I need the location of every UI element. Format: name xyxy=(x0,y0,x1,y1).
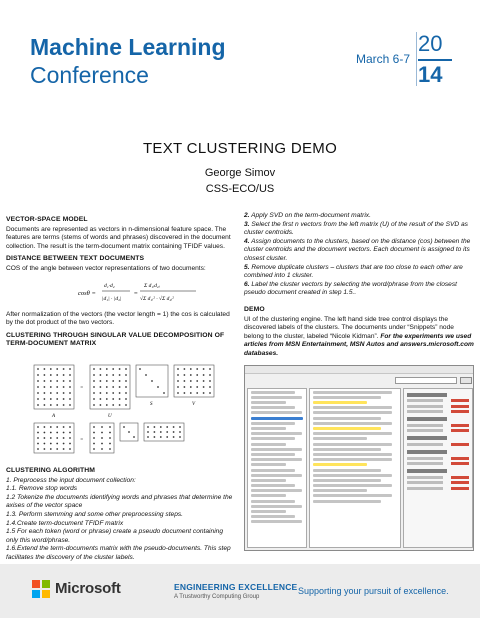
conference-subtitle: Conference xyxy=(30,62,149,88)
poster-author: George Simov xyxy=(204,167,276,179)
matrix-v-cell xyxy=(184,392,186,394)
matrix-u-k-cell xyxy=(109,448,111,450)
demo-heading: DEMO xyxy=(244,305,265,313)
matrix-v-k xyxy=(144,423,184,441)
matrix-a-k-cell xyxy=(37,437,39,439)
matrix-v-k-cell xyxy=(173,436,175,438)
matrix-u-k-cell xyxy=(109,437,111,439)
matrix-u-cell xyxy=(119,404,121,406)
matrix-a-k-cell xyxy=(56,426,58,428)
matrix-s-k-cell xyxy=(128,431,130,433)
matrix-a-k-cell xyxy=(56,448,58,450)
matrix-v-cell xyxy=(203,374,205,376)
matrix-a-cell xyxy=(37,380,39,382)
matrix-u-cell xyxy=(112,404,114,406)
formula-num2: Σ d₁ᵢd₂ᵢ xyxy=(144,282,160,289)
matrix-a-cell xyxy=(44,398,46,400)
matrix-s-cell xyxy=(145,374,147,376)
matrix-a-cell xyxy=(37,368,39,370)
algorithm-steps-continued xyxy=(244,212,474,298)
matrix-v-k-cell xyxy=(160,426,162,428)
matrix-a-cell xyxy=(63,368,65,370)
matrix-v-cell xyxy=(196,386,198,388)
matrix-v-cell xyxy=(196,368,198,370)
matrix-u-cell xyxy=(106,380,108,382)
matrix-a-cell xyxy=(63,374,65,376)
matrix-u-cell xyxy=(100,404,102,406)
matrix-v-cell xyxy=(196,380,198,382)
matrix-s-cell xyxy=(163,392,165,394)
matrix-a-cell xyxy=(56,368,58,370)
algorithm-step: 1.1. Remove stop words xyxy=(6,485,78,493)
matrix-u-k-cell xyxy=(93,432,95,434)
matrix-a-cell xyxy=(44,368,46,370)
matrix-u xyxy=(90,365,130,409)
matrix-a-k-cell xyxy=(44,432,46,434)
algorithm-step: 1.6.Extend the term-documents matrix with the pseudo-documents. This step facilitates the discovery of the cluster labels. xyxy=(6,545,231,561)
year-divider xyxy=(416,32,417,86)
matrix-a-cell xyxy=(44,392,46,394)
matrix-a-cell xyxy=(63,392,65,394)
matrix-a-cell xyxy=(69,398,71,400)
matrix-v-k-cell xyxy=(160,436,162,438)
matrix-a-cell xyxy=(63,386,65,388)
matrix-a-k-cell xyxy=(69,443,71,445)
poster-title: TEXT CLUSTERING DEMO xyxy=(142,140,338,157)
matrix-u-k-cell xyxy=(101,432,103,434)
year-bottom: 14 xyxy=(418,62,443,87)
matrix-u-k-cell xyxy=(101,426,103,428)
matrix-u-cell xyxy=(93,374,95,376)
matrix-a-cell xyxy=(56,374,58,376)
matrix-a-k-cell xyxy=(50,437,52,439)
matrix-v-k-cell xyxy=(160,431,162,433)
matrix-v-k-cell xyxy=(147,431,149,433)
matrix-a-cell xyxy=(56,380,58,382)
matrix-u-cell xyxy=(100,380,102,382)
matrix-u-cell xyxy=(119,386,121,388)
matrix-a-cell xyxy=(69,368,71,370)
matrix-u-k-cell xyxy=(93,443,95,445)
algorithm-step: 3. Select the first n vectors from the left matrix (U) of the result of the SVD as cluster centroids. xyxy=(244,220,468,237)
matrix-u-cell xyxy=(106,392,108,394)
matrix-a-k-cell xyxy=(63,448,65,450)
matrix-u-cell xyxy=(106,398,108,400)
matrix-u-k-cell xyxy=(93,448,95,450)
matrix-a-cell xyxy=(50,404,52,406)
matrix-v-k-cell xyxy=(166,436,168,438)
matrix-v-k-cell xyxy=(147,426,149,428)
matrix-u-k-cell xyxy=(101,437,103,439)
matrix-a-k-cell xyxy=(44,426,46,428)
matrix-a xyxy=(34,365,74,409)
matrix-a-k-cell xyxy=(69,437,71,439)
algorithm-step: 1.5 For each token (word or phrase) create a pseudo document containing only this word/phrase. xyxy=(6,528,223,544)
matrix-a-k-cell xyxy=(50,426,52,428)
matrix-a-k-cell xyxy=(69,426,71,428)
matrix-a-cell xyxy=(63,398,65,400)
matrix-v-k-cell xyxy=(179,436,181,438)
matrix-a-cell xyxy=(44,404,46,406)
algorithm-step: 1.3. Perform stemming and some other preprocessing steps. xyxy=(6,510,184,518)
matrix-a-cell xyxy=(37,404,39,406)
matrix-v xyxy=(174,365,214,397)
matrix-u-cell xyxy=(125,386,127,388)
footer xyxy=(0,564,480,618)
matrix-a-cell xyxy=(50,392,52,394)
matrix-a-cell xyxy=(50,368,52,370)
ui-search-box xyxy=(395,377,457,384)
matrix-a-k-cell xyxy=(44,448,46,450)
matrix-v-cell xyxy=(196,374,198,376)
matrix-a-cell xyxy=(56,386,58,388)
matrix-v-k-cell xyxy=(166,431,168,433)
matrix-a-k-cell xyxy=(69,432,71,434)
cosine-formula xyxy=(78,277,188,307)
matrix-u-cell xyxy=(112,380,114,382)
formula-den1: |d₁| · |d₂| xyxy=(102,295,122,302)
matrix-v-cell xyxy=(190,386,192,388)
matrix-v-cell xyxy=(209,368,211,370)
matrix-a-k-cell xyxy=(63,443,65,445)
year-top: 20 xyxy=(418,31,443,56)
microsoft-brand: Microsoft xyxy=(55,580,121,597)
matrix-s-cell xyxy=(139,368,141,370)
matrix-u-cell xyxy=(125,404,127,406)
matrix-v-cell xyxy=(184,380,186,382)
matrix-a-cell xyxy=(69,380,71,382)
matrix-u-cell xyxy=(112,374,114,376)
matrix-u-cell xyxy=(100,368,102,370)
matrix-u-cell xyxy=(106,368,108,370)
matrix-a-cell xyxy=(37,398,39,400)
left-column xyxy=(6,212,236,562)
matrix-u-k-cell xyxy=(109,426,111,428)
matrix-u-cell xyxy=(112,398,114,400)
matrix-a-k-cell xyxy=(50,432,52,434)
matrix-label-s: S xyxy=(150,401,153,407)
matrix-v-cell xyxy=(203,386,205,388)
matrix-label-u: U xyxy=(108,413,112,419)
algorithm-step: 1.2 Tokenize the documents identifying words and phrases that determine the axises of the vector space xyxy=(6,493,233,510)
matrix-v-k-cell xyxy=(154,436,156,438)
matrix-a-cell xyxy=(69,374,71,376)
matrix-a-cell xyxy=(37,386,39,388)
matrix-u-cell xyxy=(112,386,114,388)
matrix-a-cell xyxy=(69,404,71,406)
algorithm-step: 2. Apply SVD on the term-document matrix. xyxy=(244,212,371,219)
matrix-a-k xyxy=(34,423,74,453)
matrix-a-cell xyxy=(44,380,46,382)
matrix-v-k-cell xyxy=(154,426,156,428)
matrix-u-cell xyxy=(106,386,108,388)
matrix-equals: = xyxy=(80,385,84,391)
matrix-v-k-cell xyxy=(173,426,175,428)
algorithm-step: 5. Remove duplicate clusters – clusters that are too close to each other are combined into 1 cluster. xyxy=(244,263,463,280)
matrix-a-cell xyxy=(37,392,39,394)
matrix-a-cell xyxy=(56,404,58,406)
matrix-a-cell xyxy=(50,380,52,382)
matrix-a-cell xyxy=(50,398,52,400)
matrix-a-k-cell xyxy=(37,432,39,434)
matrix-u-k-cell xyxy=(109,443,111,445)
poster-org: CSS-ECO/US xyxy=(205,183,275,195)
matrix-a-cell xyxy=(37,374,39,376)
matrix-u-cell xyxy=(125,380,127,382)
matrix-a-k-cell xyxy=(56,443,58,445)
svd-heading: CLUSTERING THROUGH SINGULAR VALUE DECOMPOSITION OF TERM-DOCUMENT MATRIX xyxy=(6,331,225,348)
matrix-v-cell xyxy=(203,368,205,370)
matrix-a-cell xyxy=(63,404,65,406)
engineering-excellence-title: ENGINEERING EXCELLENCE xyxy=(174,582,298,592)
clustering-ui-screenshot xyxy=(244,365,474,551)
ui-config-panel xyxy=(403,388,473,548)
matrix-v-cell xyxy=(184,386,186,388)
matrix-v-cell xyxy=(196,392,198,394)
formula-num1: d₁·d₂ xyxy=(104,282,115,289)
matrix-v-cell xyxy=(177,374,179,376)
matrix-s-k-cell xyxy=(123,426,125,428)
matrix-u-k-cell xyxy=(93,426,95,428)
matrix-v-cell xyxy=(190,380,192,382)
matrix-s-k-cell xyxy=(133,436,135,438)
matrix-v-cell xyxy=(177,368,179,370)
matrix-label-v: V xyxy=(192,401,196,407)
matrix-v-cell xyxy=(209,374,211,376)
matrix-a-k-cell xyxy=(44,437,46,439)
matrix-s-cell xyxy=(157,386,159,388)
matrix-u-cell xyxy=(119,368,121,370)
vsm-heading: VECTOR-SPACE MODEL xyxy=(6,216,88,223)
matrix-u-cell xyxy=(93,380,95,382)
matrix-v-k-cell xyxy=(179,426,181,428)
matrix-v-k-cell xyxy=(173,431,175,433)
formula-lhs: cosθ = xyxy=(78,289,96,297)
conference-date: March 6-7 xyxy=(356,52,411,66)
matrix-v-cell xyxy=(177,386,179,388)
matrix-a-cell xyxy=(44,386,46,388)
matrix-u-cell xyxy=(100,392,102,394)
algorithm-steps xyxy=(6,477,236,563)
matrix-v-k-cell xyxy=(147,436,149,438)
matrix-u-k-cell xyxy=(101,448,103,450)
matrix-u-cell xyxy=(125,398,127,400)
matrix-a-cell xyxy=(50,374,52,376)
matrix-a-k-cell xyxy=(50,443,52,445)
matrix-a-cell xyxy=(44,374,46,376)
matrix-a-k-cell xyxy=(37,443,39,445)
algorithm-step: 1. Preprocess the input document collection: xyxy=(6,476,136,484)
matrix-a-k-cell xyxy=(37,426,39,428)
matrix-u-cell xyxy=(119,380,121,382)
matrix-v-k-cell xyxy=(166,426,168,428)
matrix-v-cell xyxy=(177,392,179,394)
matrix-v-cell xyxy=(190,392,192,394)
matrix-v-cell xyxy=(190,374,192,376)
matrix-u-k-cell xyxy=(109,432,111,434)
matrix-u-cell xyxy=(100,386,102,388)
matrix-v-k-cell xyxy=(154,431,156,433)
matrix-v-cell xyxy=(184,374,186,376)
matrix-v-k-cell xyxy=(179,431,181,433)
matrix-a-k-cell xyxy=(69,448,71,450)
matrix-u-cell xyxy=(119,374,121,376)
conference-year xyxy=(418,32,458,87)
ui-topbar xyxy=(247,376,473,386)
matrix-u-k-cell xyxy=(101,443,103,445)
matrix-a-k-cell xyxy=(44,443,46,445)
matrix-u-cell xyxy=(119,392,121,394)
algorithm-heading: CLUSTERING ALGORITHM xyxy=(6,466,95,474)
formula-den2: √Σ d₁ᵢ² · √Σ d₂ᵢ² xyxy=(140,295,174,302)
matrix-a-cell xyxy=(69,386,71,388)
ui-menubar xyxy=(245,366,473,374)
matrix-u-cell xyxy=(106,374,108,376)
right-column xyxy=(244,212,474,551)
matrix-a-k-cell xyxy=(50,448,52,450)
matrix-a-k-cell xyxy=(63,426,65,428)
matrix-u-cell xyxy=(93,398,95,400)
algorithm-step: 4. Assign documents to the clusters, based on the distance (cos) between the cluster centroids and the document vectors. Each document is assigned to its closest cluster. xyxy=(244,237,471,262)
demo-text: UI of the clustering engine. The left hand side tree control displays the discovered labels of the clusters. The documents under “Snippets” node belong to the cluster, labeled “Nicole Kidman”. For the experiments we used articles from MSN Entertainment, MSN Autos and answers.microsoft.com databases. xyxy=(244,315,474,357)
matrix-u-cell xyxy=(106,404,108,406)
matrix-u-cell xyxy=(100,374,102,376)
matrix-a-k-cell xyxy=(56,437,58,439)
algorithm-step: 6. Label the cluster vectors by selecting the word/phrase from the closest pseudo document created in step 1.5.. xyxy=(244,280,457,297)
algorithm-step: 1.4.Create term-document TFIDF matrix xyxy=(6,519,124,527)
microsoft-logo-icon xyxy=(32,580,50,598)
matrix-u-cell xyxy=(125,374,127,376)
matrix-u-cell xyxy=(93,368,95,370)
matrix-a-k-cell xyxy=(63,437,65,439)
matrix-v-cell xyxy=(209,392,211,394)
matrix-equals-2: = xyxy=(80,437,84,443)
matrix-u-cell xyxy=(93,386,95,388)
distance-heading: DISTANCE BETWEEN TEXT DOCUMENTS xyxy=(6,255,145,263)
matrix-u-cell xyxy=(125,392,127,394)
matrix-v-cell xyxy=(190,368,192,370)
conference-header xyxy=(0,0,480,108)
matrix-a-cell xyxy=(69,392,71,394)
matrix-u-k-cell xyxy=(93,437,95,439)
matrix-u-cell xyxy=(119,398,121,400)
ui-cluster-tree xyxy=(247,388,307,548)
svd-matrix-diagram xyxy=(6,355,236,459)
matrix-a-k-cell xyxy=(63,432,65,434)
ui-search-button xyxy=(460,377,472,384)
conference-title: Machine Learning xyxy=(30,34,226,60)
matrix-a-cell xyxy=(56,392,58,394)
matrix-a-k-cell xyxy=(56,432,58,434)
matrix-v-cell xyxy=(203,392,205,394)
matrix-a-k-cell xyxy=(37,448,39,450)
svg-text:=: = xyxy=(134,289,138,297)
matrix-a-cell xyxy=(50,386,52,388)
footer-tagline: Supporting your pursuit of excellence. xyxy=(298,586,449,596)
matrix-u-cell xyxy=(112,392,114,394)
engineering-excellence-subtitle: A Trustworthy Computing Group xyxy=(174,594,260,600)
matrix-a-cell xyxy=(56,398,58,400)
matrix-u-cell xyxy=(125,368,127,370)
matrix-u-cell xyxy=(100,398,102,400)
matrix-u-cell xyxy=(112,368,114,370)
matrix-v-cell xyxy=(209,386,211,388)
year-separator xyxy=(418,59,452,61)
matrix-v-cell xyxy=(184,368,186,370)
matrix-u-cell xyxy=(93,404,95,406)
matrix-u-cell xyxy=(93,392,95,394)
matrix-s-cell xyxy=(151,380,153,382)
demo-bold-text: For the experiments we used articles from MSN Entertainment, MSN Autos and answers.microsoft.com databases. xyxy=(244,332,474,357)
matrix-v-cell xyxy=(209,380,211,382)
normalization-text: After normalization of the vectors (the vector length = 1) the cos is calculated by the dot product of the two vectors. xyxy=(6,310,230,327)
matrix-v-cell xyxy=(203,380,205,382)
matrix-v-cell xyxy=(177,380,179,382)
distance-text: COS of the angle between vector representations of two documents: xyxy=(6,264,206,272)
matrix-label-a: A xyxy=(52,413,56,419)
ui-snippet-list xyxy=(309,388,401,548)
matrix-a-cell xyxy=(63,380,65,382)
vsm-text: Documents are represented as vectors in n-dimensional feature space. The features are terms (stems of words and phrases) discovered in the document collection. The result is the term-document matrix containing TFIDF values. xyxy=(6,225,231,250)
